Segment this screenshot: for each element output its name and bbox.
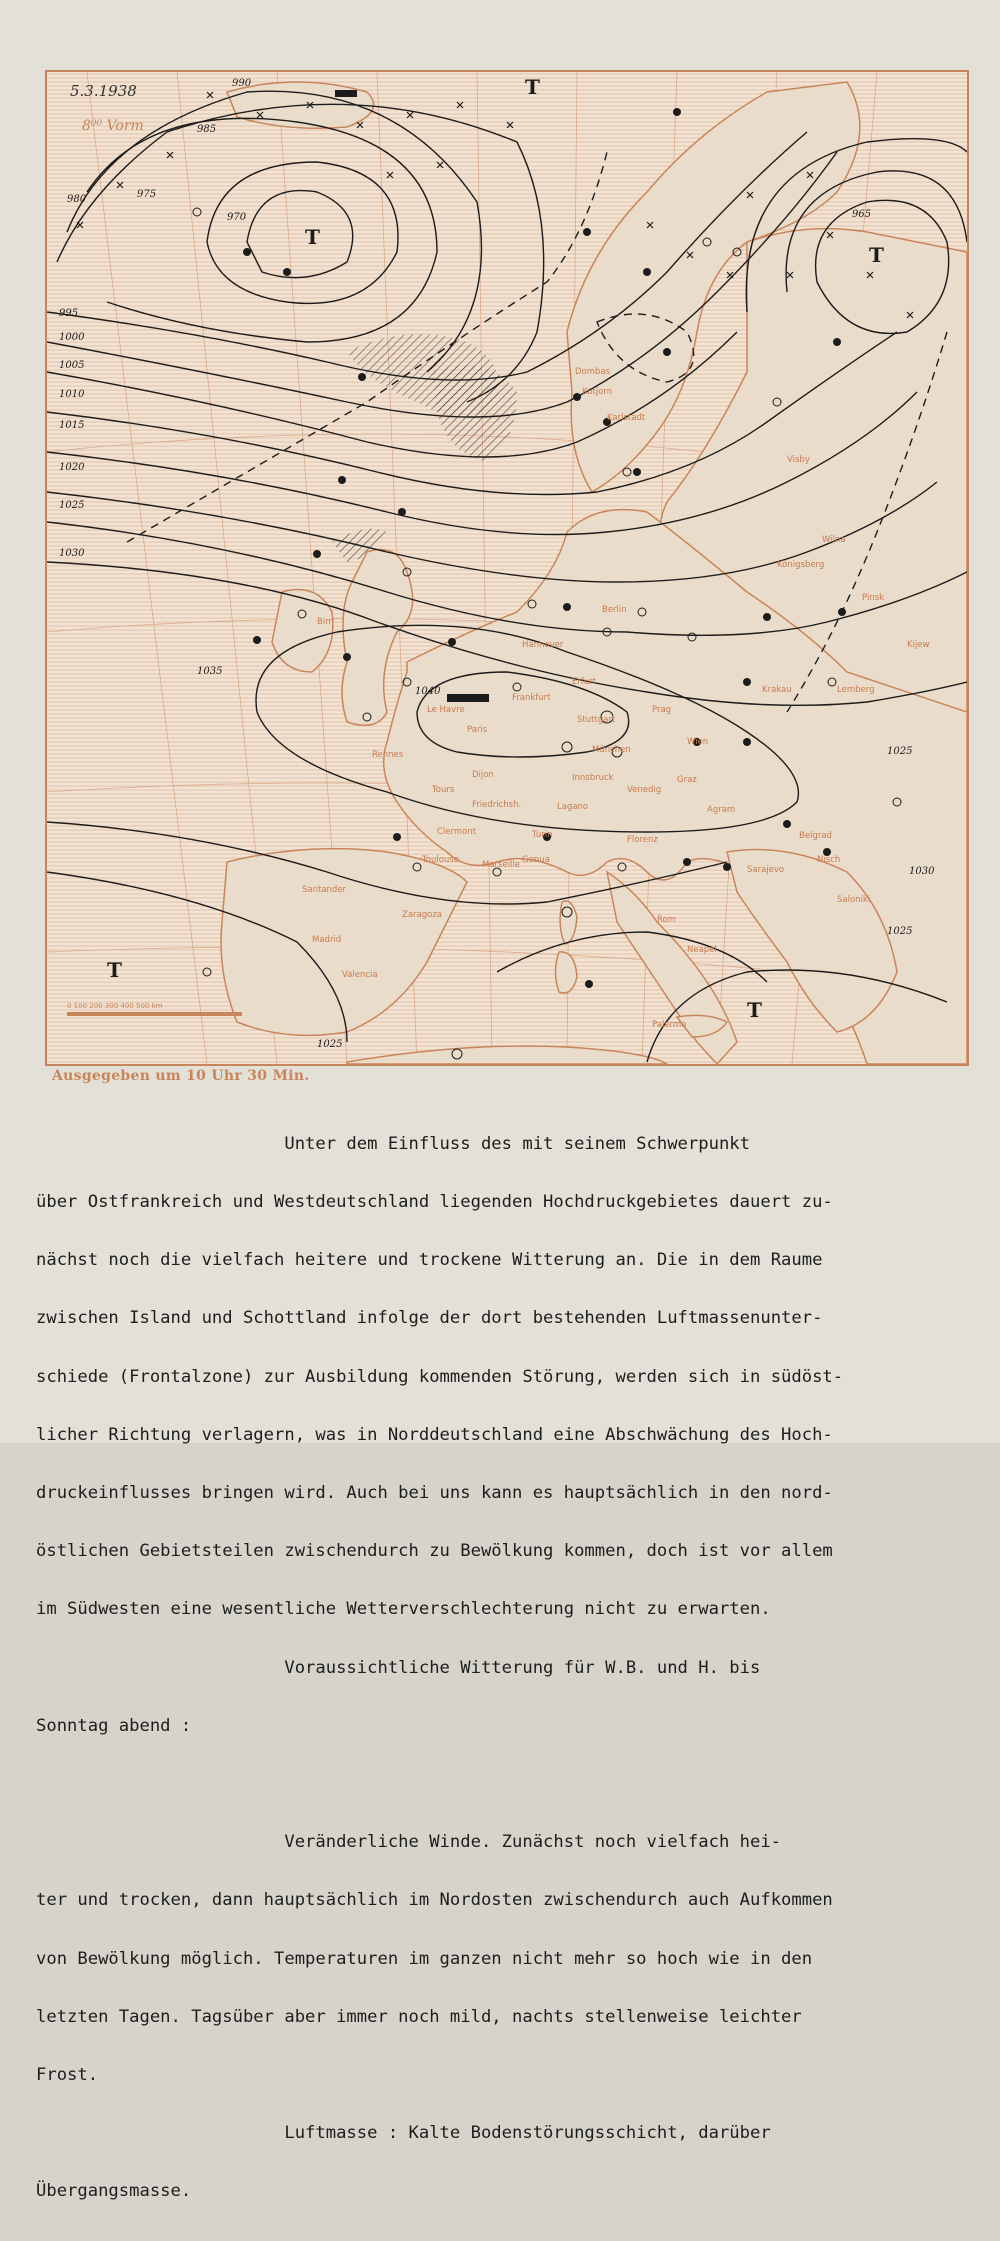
city-label: Dijon [472,770,494,780]
report-line: über Ostfrankreich und Westdeutschland liegenden Hochdruckgebietes dauert zu- [36,1192,833,1213]
city-label: Hannover [522,640,564,650]
city-label: Venedig [627,785,662,795]
city-label: Stuttgart [577,715,616,725]
city-label: Madrid [312,935,342,945]
pressure-center-low-greece: T [747,998,762,1022]
isobar-label: 1035 [197,666,223,677]
report-line: im Südwesten eine wesentliche Wetterverschlechterung nicht zu erwarten. [36,1599,771,1620]
city-label: Lagano [557,802,589,812]
city-label: Pinsk [862,593,885,603]
report-line: Übergangsmasse. [36,2181,192,2202]
city-label: Rom [657,915,677,925]
report-line: von Bewölkung möglich. Temperaturen im ganzen nicht mehr so hoch wie in den [36,1948,813,1969]
isobar-label: 985 [197,124,217,135]
report-line: nächst noch die vielfach heitere und trockene Witterung an. Die in dem Raume [36,1250,823,1271]
issued-time: Ausgegeben um 10 Uhr 30 Min. [52,1068,310,1084]
forecast-report [36,1096,976,2241]
report-line: letzten Tagen. Tagsüber aber immer noch mild, nachts stellenweise leichter [36,2006,802,2027]
city-label: Wilna [822,535,846,545]
city-label: Saloniki [837,895,871,905]
isobar-label: 965 [852,209,872,220]
city-label: Sarajevo [747,865,785,875]
isobar-label: 1015 [59,420,85,431]
isobar-label: 1030 [59,548,85,559]
city-label: Palermo [652,1020,687,1030]
city-label: Friedrichsh. [472,800,522,810]
isobar-label: 1025 [887,746,913,757]
map-time: 8⁰⁰ Vorm [82,118,144,134]
city-label: Rennes [372,750,404,760]
isobar-label: 1030 [909,866,935,877]
city-label: München [592,745,631,755]
report-line: Frost. [36,2065,99,2086]
report-line: Unter dem Einfluss des mit seinem Schwerpunkt [36,1133,750,1154]
city-label: Dombas [575,367,611,377]
report-line: Sonntag abend : [36,1715,192,1736]
city-label: Birr [317,617,333,627]
city-label: Zaragoza [402,910,443,920]
city-label: Visby [787,455,810,465]
isobar-label: 1040 [415,686,441,697]
high-center-marker [447,694,489,702]
isobar-label: 975 [137,189,157,200]
city-label: Königsberg [777,560,825,570]
city-label: Lemberg [837,685,875,695]
city-label: Belgrad [799,831,832,841]
report-line [36,1775,976,1794]
pressure-center-low-iceland: T [305,225,320,249]
city-label: Toulouse [422,855,459,865]
isobar-label: 1020 [59,462,85,473]
city-label: Innsbruck [572,773,614,783]
city-label: Neapel [687,945,717,955]
city-label: Frankfurt [512,693,551,703]
isobar-label: 1000 [59,332,85,343]
city-label: Agram [707,805,736,815]
city-label: Kijew [907,640,930,650]
faint-top-stamps: ⠀ [180,20,210,35]
city-label: Clermont [437,827,477,837]
isobar-label: 995 [59,308,79,319]
weather-map [45,70,969,1066]
city-label: Genua [522,855,550,865]
city-label: Marseille [482,860,521,870]
report-line: ter und trocken, dann hauptsächlich im Nordosten zwischendurch auch Aufkommen [36,1890,833,1911]
pressure-center-low-north: T [525,75,540,99]
isobar-label: 990 [232,78,252,89]
city-label: Krakau [762,685,792,695]
city-label: Prag [652,705,672,715]
city-label: Kutjorn [582,387,613,397]
city-label: Berlin [602,605,627,615]
isobar-label: 1025 [59,500,85,511]
isobar-label: 1010 [59,389,85,400]
city-label: Le Havre [427,705,465,715]
report-line: östlichen Gebietsteilen zwischendurch zu Bewölkung kommen, doch ist vor allem [36,1541,833,1562]
isobar-label: 1025 [317,1039,343,1050]
city-label: Wien [687,737,709,747]
report-line: Veränderliche Winde. Zunächst noch vielfach hei- [36,1832,782,1853]
pressure-center-low-russia: T [869,243,884,267]
pressure-center-low-atlantic: T [107,958,122,982]
city-label: Graz [677,775,697,785]
city-label: Valencia [342,970,378,980]
land-ireland [272,590,333,673]
map-date: 5.3.1938 [70,82,137,100]
isobar-label: 1005 [59,360,85,371]
city-label: Santander [302,885,347,895]
scale-label: 0 100 200 300 400 500 km [67,1002,163,1010]
high-marker-north [335,90,357,97]
city-label: Tours [432,785,455,795]
isobar-label: 980 [67,194,87,205]
city-label: Karlstadt [607,413,646,423]
isobar-label: 970 [227,212,247,223]
city-label: Florenz [627,835,658,845]
city-label: Paris [467,725,488,735]
report-line: zwischen Island und Schottland infolge der dort bestehenden Luftmassenunter- [36,1308,823,1329]
city-label: Nisch [817,855,841,865]
isobar-label: 1025 [887,926,913,937]
city-label: Erfurt [572,677,597,687]
report-line: druckeinflusses bringen wird. Auch bei uns kann es hauptsächlich in den nord- [36,1483,833,1504]
report-line: Voraussichtliche Witterung für W.B. und H. bis [36,1657,761,1678]
report-line: licher Richtung verlagern, was in Norddeutschland eine Abschwächung des Hoch- [36,1424,833,1445]
report-line: Luftmasse : Kalte Bodenstörungsschicht, darüber [36,2123,771,2144]
weather-map-svg [47,72,967,1064]
city-label: Turin [532,830,553,840]
report-line: schiede (Frontalzone) zur Ausbildung kommenden Störung, werden sich in südöst- [36,1366,844,1387]
